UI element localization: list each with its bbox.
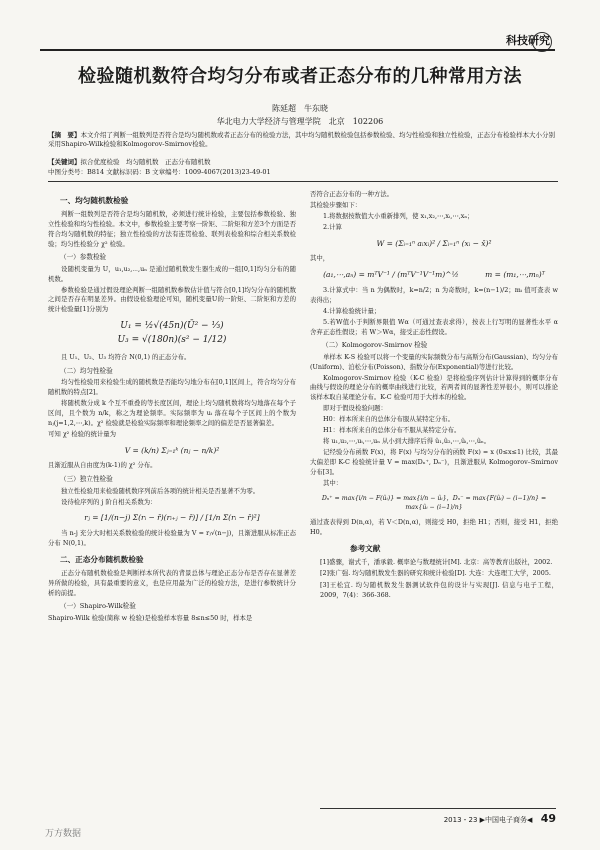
- formula-moments: [48, 320, 296, 348]
- paragraph: 正态分布随机数检验是判断样本所代表的背景总体与理论正态分布是否存在显著差异所做的检验，具有最重要的意义，也是应用最为广泛的检验方法，是进行参数统计分析的前提。: [48, 568, 296, 597]
- step-item: 2.计算: [323, 222, 342, 231]
- paragraph: Kolmogorov-Smirnov 检验（K-C 检验）是将检验序列估计计算得到的概率分布曲线与假设的理论分布的概率曲线进行比较，若两者间的显著性差异很小，则可以推论该样本取自某理论分布。K-C 检验可用于大样本的检验。: [310, 373, 558, 402]
- formula-autocorrelation: rⱼ = [1/(n−j) Σ(rᵢ − r̄)(rᵢ₊ⱼ − r̄)] / [1/n Σ(rᵢ − r̄)²]: [84, 513, 260, 523]
- paragraph: 独立性检验用来检验随机数序列前后各项的统计相关是否显著不为零。: [61, 486, 260, 495]
- paragraph: 且渐近服从自由度为(k-1)的 χ² 分布。: [48, 461, 157, 470]
- abstract: [48, 131, 558, 150]
- section-heading: 一、均匀随机数检验: [60, 196, 129, 205]
- paragraph: 单样本 K-S 检验可以将一个变量的实际频数分布与高斯分布(Gaussian)、均匀分布(Uniform)、泊松分布(Poisson)、指数分布(Exponential)等进行比较。: [310, 352, 558, 371]
- watermark: 万方数据: [45, 829, 82, 839]
- keywords-text: 拟合优度检验 均匀随机数 正态分布随机数: [80, 158, 211, 166]
- paragraph: 即对于假设检验问题：: [323, 404, 387, 413]
- paragraph: 记经验分布函数 F(x)，将 F(x) 与均匀分布的函数 F(x) = x (0≤x≤1) 比较，其最大偏差即 K-C 检验统计量 V = max(Dₙ⁺, Dₙ⁻)，且渐进服从 Kolmogorov–Smirnov 分布[3]。: [310, 447, 558, 476]
- formula-ks-deviations: Dₙ⁺ = max{i/n − F(ûᵢ)} = max{i/n − ûᵢ}，Dₙ⁻ = max{F(ûᵢ) − (i−1)/n} = max{ûᵢ − (i−1)/n}: [321, 494, 547, 512]
- formula-a: (a₁,⋯,aₙ) = mᵀV⁻¹ / (mᵀV⁻¹V⁻¹m)^½: [323, 270, 459, 280]
- step-item: 1.将数据按数值大小重新排列，使 x₁,x₂,⋯,xᵢ,⋯,xₙ；: [323, 211, 474, 220]
- paper-affiliation: 华北电力大学经济与管理学院 北京 102206: [216, 117, 384, 126]
- paper-title: 检验随机数符合均匀分布或者正态分布的几种常用方法: [78, 66, 522, 87]
- paragraph: 设待检序列的 j 阶自相关系数为：: [61, 497, 157, 506]
- formula-w-statistic: W = (Σᵢ₌₁ⁿ aᵢxᵢ)² / Σᵢ₌₁ⁿ (xᵢ − x̄)²: [376, 238, 492, 248]
- paragraph: 其检验步骤如下：: [310, 200, 362, 209]
- step-item: 4.计算检验统计量；: [323, 306, 381, 315]
- paragraph: 将随机数分成 k 个互不重叠的等长度区间，理论上均匀随机数将均匀地落在每个子区间，且个数为 n/k，称之为理论频率。实际频率为 uᵢ 落在每个子区间上的个数为 nⱼ(j=1,2,⋯,k)。χ² 检验就是检验实际频率和理论频率之间的偏差是否显著偏差。: [48, 399, 296, 427]
- paragraph: 均匀性检验用来检验生成的随机数是否能均匀地分布在[0,1]区间上，符合均匀分布随机数的特点[2]。: [48, 378, 296, 397]
- formula-u3: U₃ = √(180n)(s² − 1/12): [117, 335, 227, 346]
- footer-journal: ▶中国电子商务◀: [479, 816, 533, 824]
- footer-issue: 2013・23: [443, 816, 478, 824]
- meta-divider: [48, 181, 558, 182]
- page-number: 49: [540, 812, 556, 825]
- footer-rule: [320, 808, 556, 809]
- left-column: [48, 190, 296, 625]
- reference-item: [1]盛骤，谢式千，潘承毅. 概率论与数理统计[M]. 北京：高等教育出版社，2002.: [320, 557, 553, 566]
- reference-item: [3]王松宜. 均匀随机数发生器测试软件包的设计与实现[J]. 信息与电子工程，2009，7(4)：366-368.: [320, 581, 558, 600]
- step-item: 3.计算式中：当 n 为偶数时，k=n/2；n 为奇数时，k=(n−1)/2；mᵢ 值可查表 w 表得出；: [310, 285, 558, 304]
- subsection-heading: （二）均匀性检验: [60, 367, 113, 376]
- right-column: [310, 190, 558, 603]
- step-item: 5.若W值小于判断界限值 Wα（可通过查表求得），按表上行写明的显著性水平 α 舍弃正态性假设；若 W＞Wα，接受正态性假设。: [310, 317, 558, 336]
- paragraph: 其中，: [310, 254, 330, 263]
- hypothesis-h1: H1：样本所来自的总体分布不服从某特定分布。: [323, 426, 461, 435]
- paragraph: Shapiro-Wilk 检验(简称 w 检验)是检验样本容量 8≤n≤50 时，样本是: [48, 613, 253, 622]
- subsection-heading: （一）Shapiro-Wilk检验: [60, 602, 136, 611]
- paragraph: 通过查表得到 D(n,α)，若 V＜D(n,α)，则接受 H0，拒绝 H1；否则，接受 H1，拒绝 H0。: [310, 517, 558, 536]
- keywords: [48, 158, 558, 167]
- formula-coefficients: [310, 269, 558, 281]
- paragraph: 当 n-j 充分大时相关系数检验的统计检验量为 V = rⱼ√(n−j)，且渐进服从标准正态分布 N(0,1)。: [48, 529, 296, 547]
- paragraph: 判断一组数列是否符合是均匀随机数，必须进行统计检验，主要包括参数检验、独立性检验和均匀性检验。本文中，参数检验主要考察一阶矩、二阶矩和方差3个方面是否符合均匀随机数的特征；独立性检验的方法有连贯检验、联列表检验和综合相关系数检验；均匀性检验分 χ² 检验。: [48, 209, 296, 248]
- paper-authors: 陈延超 牛东晓: [272, 104, 328, 113]
- paragraph: 将 u₁,u₂,⋯,uᵢ,⋯,uₙ 从小到大排序后得 û₁,û₂,⋯,ûᵢ,⋯,ûₙ。: [323, 437, 491, 446]
- page-footer: [420, 812, 556, 825]
- reference-item: [2]张广强. 均匀随机数发生器的研究和统计检验[D]. 大连：大连理工大学，2005.: [320, 569, 551, 578]
- section-heading: 二、正态分布随机数检验: [60, 554, 144, 564]
- subsection-heading: （一）参数检验: [60, 253, 107, 262]
- paragraph: 设随机变量为 U，u₁,u₂,⋯,uₙ 是通过随机数发生器生成的一组[0,1]均匀分布的随机数。: [48, 264, 296, 283]
- paragraph: 可知 χ² 检验的统计量为: [48, 429, 117, 438]
- abstract-label: 【摘 要】: [48, 131, 81, 139]
- abstract-text: 本文介绍了判断一组数列是否符合是均匀随机数或者正态分布的检验方法，其中均匀随机数检验包括参数检验、均匀性检验和独立性检验，正态分布检验样本大小分别采用Shapiro-Wilk检验和Kolmogorov-Smirnov检验。: [48, 131, 555, 149]
- subsection-heading: （二）Kolmogorov-Smirnov 检验: [322, 341, 428, 350]
- paragraph: 否符合正态分布的一种方法。: [310, 190, 394, 198]
- formula-chi-square: V = (k/n) Σⱼ₌₁ᵏ (nⱼ − n/k)²: [124, 445, 220, 455]
- paragraph: 且 U₁、U₂、U₃ 均符合 N(0,1) 的正态分布。: [61, 353, 191, 362]
- formula-u1: U₁ = ½√(45n)(Ū² − ⅓): [120, 321, 224, 332]
- classification-line: 中图分类号：B814 文献标识码：B 文章编号：1009-4067(2013)23-49-01: [48, 168, 271, 176]
- paragraph: 参数检验是通过假设理论判断一组随机数参数估计值与符合[0,1]均匀分布的随机数之间是否存在明显差异。由假设检验理论可知，随机变量U的一阶矩、二阶矩和方差的统计检验量[1]分别为: [48, 285, 296, 314]
- subsection-heading: （三）独立性检验: [60, 475, 113, 484]
- formula-m: m = (m₁,⋯,mₙ)ᵀ: [485, 270, 545, 280]
- references-heading: 参考文献: [350, 543, 381, 553]
- keywords-label: 【关键词】: [48, 158, 81, 166]
- header-rule: [40, 49, 555, 51]
- paragraph: 其中：: [323, 478, 343, 487]
- section-tag: 科技研究: [506, 34, 550, 47]
- hypothesis-h0: H0：样本所来自的总体分布服从某特定分布。: [323, 415, 455, 424]
